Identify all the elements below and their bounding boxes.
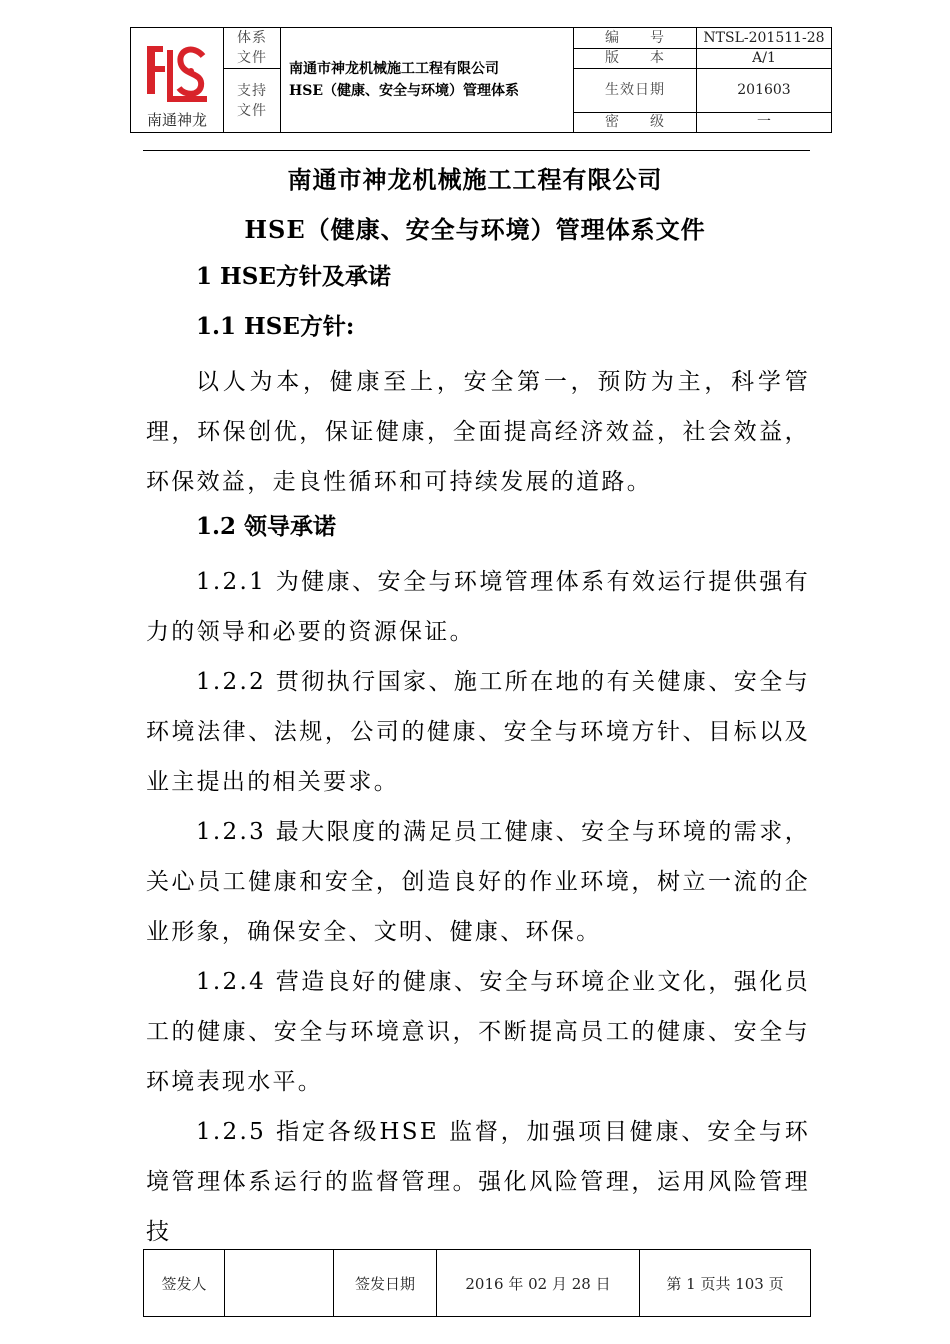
logo-cell (131, 28, 224, 133)
footer-table (143, 1249, 811, 1317)
commitment-item-3: 1.2.3 最大限度的满足员工健康、安全与环境的需求，关心员工健康和安全，创造良好的作业环境，树立一流的企业形象，确保安全、文明、健康、环保。 (146, 819, 810, 945)
signer-value (225, 1250, 334, 1317)
section-heading-1-2: 1.2 领导承诺 (196, 513, 337, 540)
doc-title-system: HSE（健康、安全与环境）管理体系文件 (244, 215, 706, 244)
field-value-number: NTSL-201511-28 (697, 28, 832, 49)
signer-label: 签发人 (144, 1250, 225, 1317)
commitment-item-5: 1.2.5 指定各级HSE 监督，加强项目健康、安全与环境管理体系运行的监督管理。强化风险管理，运用风险管理技 (146, 1119, 810, 1245)
company-logo-icon (141, 36, 213, 106)
doc-title-company: 南通市神龙机械施工工程有限公司 (287, 165, 663, 194)
field-value-version: A/1 (697, 48, 832, 69)
header-table (130, 27, 832, 133)
commitment-item-2: 1.2.2 贯彻执行国家、施工所在地的有关健康、安全与环境法律、法规，公司的健康、安全与环境方针、目标以及业主提出的相关要求。 (146, 669, 810, 795)
page-info: 第 1 页共 103 页 (640, 1250, 811, 1317)
field-value-effective-date: 201603 (697, 69, 832, 113)
field-value-security: 一 (697, 112, 832, 133)
logo-text: 南通神龙 (146, 111, 207, 129)
commitment-item-1: 1.2.1 为健康、安全与环境管理体系有效运行提供强有力的领导和必要的资源保证。 (146, 569, 810, 645)
issue-date-label: 签发日期 (334, 1250, 437, 1317)
commitment-item-4: 1.2.4 营造良好的健康、安全与环境企业文化，强化员工的健康、安全与环境意识，不断提高员工的健康、安全与环境表现水平。 (146, 969, 810, 1095)
field-label-version: 版 本 (574, 48, 697, 69)
field-label-number: 编 号 (574, 28, 697, 49)
header-system-title: HSE（健康、安全与环境）管理体系 (289, 83, 520, 99)
section-heading-1: 1 HSE方针及承诺 (196, 263, 391, 290)
document-body (146, 257, 810, 1257)
field-label-security: 密 级 (574, 112, 697, 133)
policy-paragraph: 以人为本，健康至上，安全第一，预防为主，科学管理，环保创优，保证健康，全面提高经济效益，社会效益，环保效益，走良性循环和可持续发展的道路。 (146, 369, 810, 495)
header-company: 南通市神龙机械施工工程有限公司 (289, 61, 499, 77)
header-divider (143, 150, 810, 151)
doc-type-support: 支持 文件 (224, 69, 281, 133)
field-label-effective-date: 生效日期 (574, 69, 697, 113)
section-heading-1-1: 1.1 HSE方针: (196, 313, 355, 340)
issue-date-value: 2016 年 02 月 28 日 (437, 1250, 640, 1317)
header-title (281, 28, 574, 133)
doc-type-system: 体系 文件 (224, 28, 281, 69)
